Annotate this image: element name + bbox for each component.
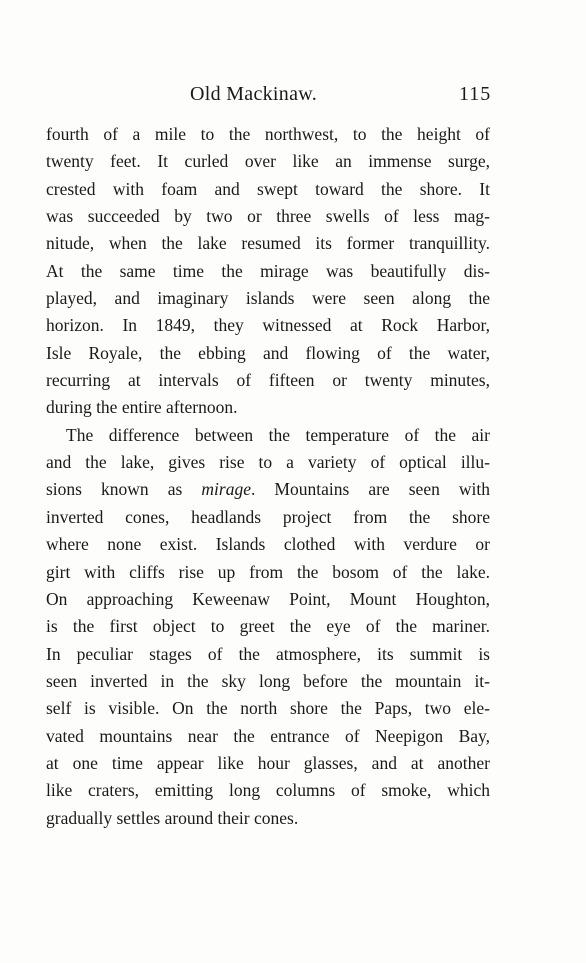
text-line: inverted cones, headlands project from the shore xyxy=(46,506,490,527)
text-segment: . Mountains are seen with xyxy=(250,479,490,500)
text-line: fourth of a mile to the northwest, to the height of xyxy=(46,124,490,144)
text-line: and the lake, gives rise to a variety of optical illu- xyxy=(46,452,490,473)
paragraph-2 xyxy=(46,422,490,832)
text-segment: sions known as xyxy=(46,479,183,500)
text-line: nitude, when the lake resumed its former tranquillity. xyxy=(46,233,490,254)
text-line: at one time appear like hour glasses, and at another xyxy=(46,752,490,773)
body-text xyxy=(46,121,490,832)
text-line: Isle Royale, the ebbing and flowing of the water, xyxy=(46,342,490,363)
text-line: In peculiar stages of the atmosphere, its summit is xyxy=(46,643,490,664)
page-header xyxy=(0,83,586,113)
text-line: girt with cliffs rise up from the bosom of the lake. xyxy=(46,561,490,582)
text-line: vated mountains near the entrance of Neepigon Bay, xyxy=(46,725,490,746)
text-line: is the first object to greet the eye of the mariner. xyxy=(46,616,490,637)
text-line: where none exist. Islands clothed with verdure or xyxy=(46,534,490,555)
text-line: recurring at intervals of fifteen or twenty minutes, xyxy=(46,370,490,391)
text-line: like craters, emitting long columns of smoke, which xyxy=(46,780,490,801)
text-line: crested with foam and swept toward the shore. It xyxy=(46,178,490,199)
running-title: Old Mackinaw. xyxy=(190,83,318,105)
text-line: played, and imaginary islands were seen along the xyxy=(46,288,490,309)
text-line-with-italic xyxy=(46,476,490,503)
text-line: twenty feet. It curled over like an immense surge, xyxy=(46,151,490,172)
paragraph-1 xyxy=(46,121,490,422)
italic-term-mirage: mirage xyxy=(201,479,251,500)
text-line: On approaching Keweenaw Point, Mount Houghton, xyxy=(46,588,490,609)
text-line: self is visible. On the north shore the Paps, two ele- xyxy=(46,698,490,719)
page-number: 115 xyxy=(459,83,492,105)
text-line: gradually settles around their cones. xyxy=(46,807,299,828)
text-line: The difference between the temperature of the air xyxy=(66,424,490,445)
text-line: At the same time the mirage was beautifully dis- xyxy=(46,260,490,281)
text-line: during the entire afternoon. xyxy=(46,397,238,418)
text-line: was succeeded by two or three swells of less mag- xyxy=(46,206,490,227)
text-line: horizon. In 1849, they witnessed at Rock Harbor, xyxy=(46,315,490,336)
text-line: seen inverted in the sky long before the mountain it- xyxy=(46,670,490,691)
